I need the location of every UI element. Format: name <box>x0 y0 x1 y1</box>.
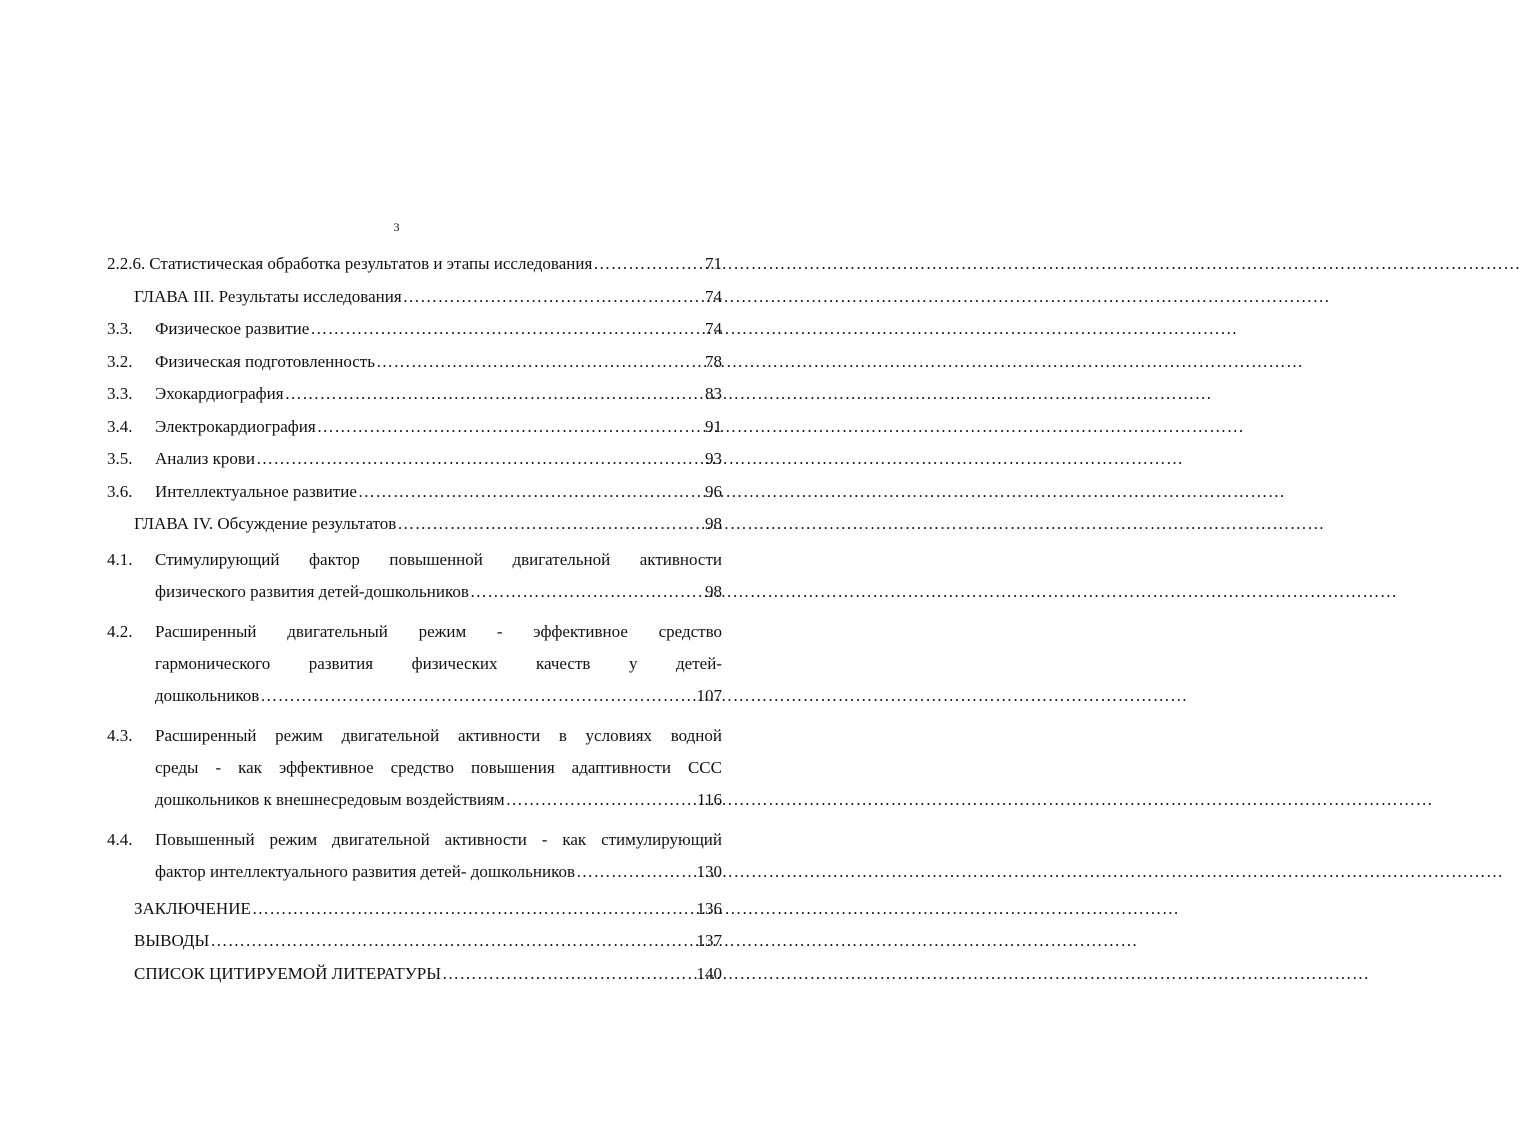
toc-entry-title-tail: дошкольников <box>155 685 260 705</box>
dot-leader <box>317 414 704 439</box>
toc-entry-number: 3.4. <box>107 416 133 436</box>
toc-entry-title-tail: физического развития детей-дошкольников <box>155 581 469 601</box>
toc-entry-title-tail: дошкольников к внешнесредовым воздействиям <box>155 789 505 809</box>
toc-chapter-title: ГЛАВА IV. Обсуждение результатов <box>134 514 397 533</box>
toc-entry-title: Электрокардиография <box>155 416 316 436</box>
dot-leader <box>310 316 704 341</box>
toc-entry <box>107 511 722 536</box>
dot-leader <box>210 928 695 953</box>
toc-entry <box>107 381 722 406</box>
toc-entry-number: 3.6. <box>107 481 133 501</box>
dot-leader <box>376 349 704 374</box>
toc-section-title: ЗАКЛЮЧЕНИЕ <box>134 898 251 918</box>
toc-entry <box>107 251 722 276</box>
toc-entry-title-line: гармонического развития физических качеств у детей- <box>155 653 722 673</box>
dot-leader <box>470 576 704 608</box>
toc-entry-title: Физическая подготовленность <box>155 351 375 371</box>
dot-leader <box>358 479 704 504</box>
toc-entry-title: Анализ крови <box>155 449 255 468</box>
toc-entry <box>107 616 722 712</box>
toc-entry-page: 93 <box>705 449 722 468</box>
dot-leader <box>506 784 697 816</box>
toc-entry-page: 91 <box>705 416 722 436</box>
toc-entry-title: Физическое развитие <box>155 319 310 338</box>
dot-leader <box>256 446 704 471</box>
dot-leader <box>403 284 704 309</box>
toc-entry-title-line: среды - как эффективное средство повышения адаптивности ССС <box>155 757 722 777</box>
toc-entry-number: 4.1. <box>107 549 133 569</box>
dot-leader <box>252 896 696 921</box>
toc-entry-page: 71 <box>705 254 722 273</box>
toc-entry-number: 4.4. <box>107 829 133 849</box>
toc-entry-title: Статистическая обработка результатов и этапы исследования <box>149 254 593 273</box>
toc-entry-number: 3.3. <box>107 384 133 403</box>
toc-entry-title: Интеллектуальное развитие <box>155 481 357 501</box>
toc-entry-page: 74 <box>705 319 722 338</box>
dot-leader <box>442 961 695 986</box>
toc-entry-number: 3.2. <box>107 351 133 371</box>
toc-entry <box>107 414 722 439</box>
toc-entry-page: 116 <box>697 789 722 809</box>
toc-entry-page: 140 <box>696 963 722 983</box>
toc-entry-page: 137 <box>696 931 722 950</box>
toc-entry <box>107 316 722 341</box>
toc-entry-page: 78 <box>705 351 722 371</box>
dot-leader <box>576 856 695 888</box>
toc-entry-page: 83 <box>705 384 722 403</box>
toc-entry-page: 130 <box>696 861 722 881</box>
toc-entry-number: 4.2. <box>107 621 133 641</box>
toc-entry-page: 98 <box>705 514 722 533</box>
toc-section-title: ВЫВОДЫ <box>134 931 210 950</box>
toc-entry <box>107 479 722 504</box>
toc-entry-title: Эхокардиография <box>155 384 284 403</box>
toc-entry-number: 3.5. <box>107 449 133 468</box>
dot-leader <box>260 680 695 712</box>
toc-entry <box>107 824 722 888</box>
toc-entry-title-line: Стимулирующий фактор повышенной двигательной активности <box>155 549 722 569</box>
toc-entry-title-line: Расширенный режим двигательной активности в условиях водной <box>155 725 722 745</box>
page-number: 3 <box>393 220 400 234</box>
toc-entry <box>107 284 722 309</box>
toc-entry-number: 4.3. <box>107 725 133 745</box>
toc-entry <box>107 349 722 374</box>
toc-chapter-title: ГЛАВА III. Результаты исследования <box>134 286 402 306</box>
dot-leader <box>397 511 704 536</box>
dot-leader <box>285 381 704 406</box>
toc-entry-number: 2.2.6. <box>107 254 146 273</box>
toc-section-title: СПИСОК ЦИТИРУЕМОЙ ЛИТЕРАТУРЫ <box>134 963 442 983</box>
toc-entry-title-line: Повышенный режим двигательной активности - как стимулирующий <box>155 829 722 849</box>
toc-entry <box>107 446 722 471</box>
toc-entry-page: 136 <box>696 898 722 918</box>
toc-entry <box>107 720 722 816</box>
toc-entry-page: 96 <box>705 481 722 501</box>
toc-entry <box>107 896 722 921</box>
table-of-contents <box>107 251 722 993</box>
toc-entry-page: 107 <box>696 685 722 705</box>
toc-entry-page: 98 <box>705 581 722 601</box>
toc-entry-title-tail: фактор интеллектуального развития детей- дошкольников <box>155 861 576 881</box>
toc-entry-number: 3.3. <box>107 319 133 338</box>
toc-entry-page: 74 <box>705 286 722 306</box>
toc-entry <box>107 544 722 608</box>
dot-leader <box>593 251 704 276</box>
toc-entry <box>107 961 722 986</box>
toc-entry-title-line: Расширенный двигательный режим - эффективное средство <box>155 621 722 641</box>
toc-entry <box>107 928 722 953</box>
